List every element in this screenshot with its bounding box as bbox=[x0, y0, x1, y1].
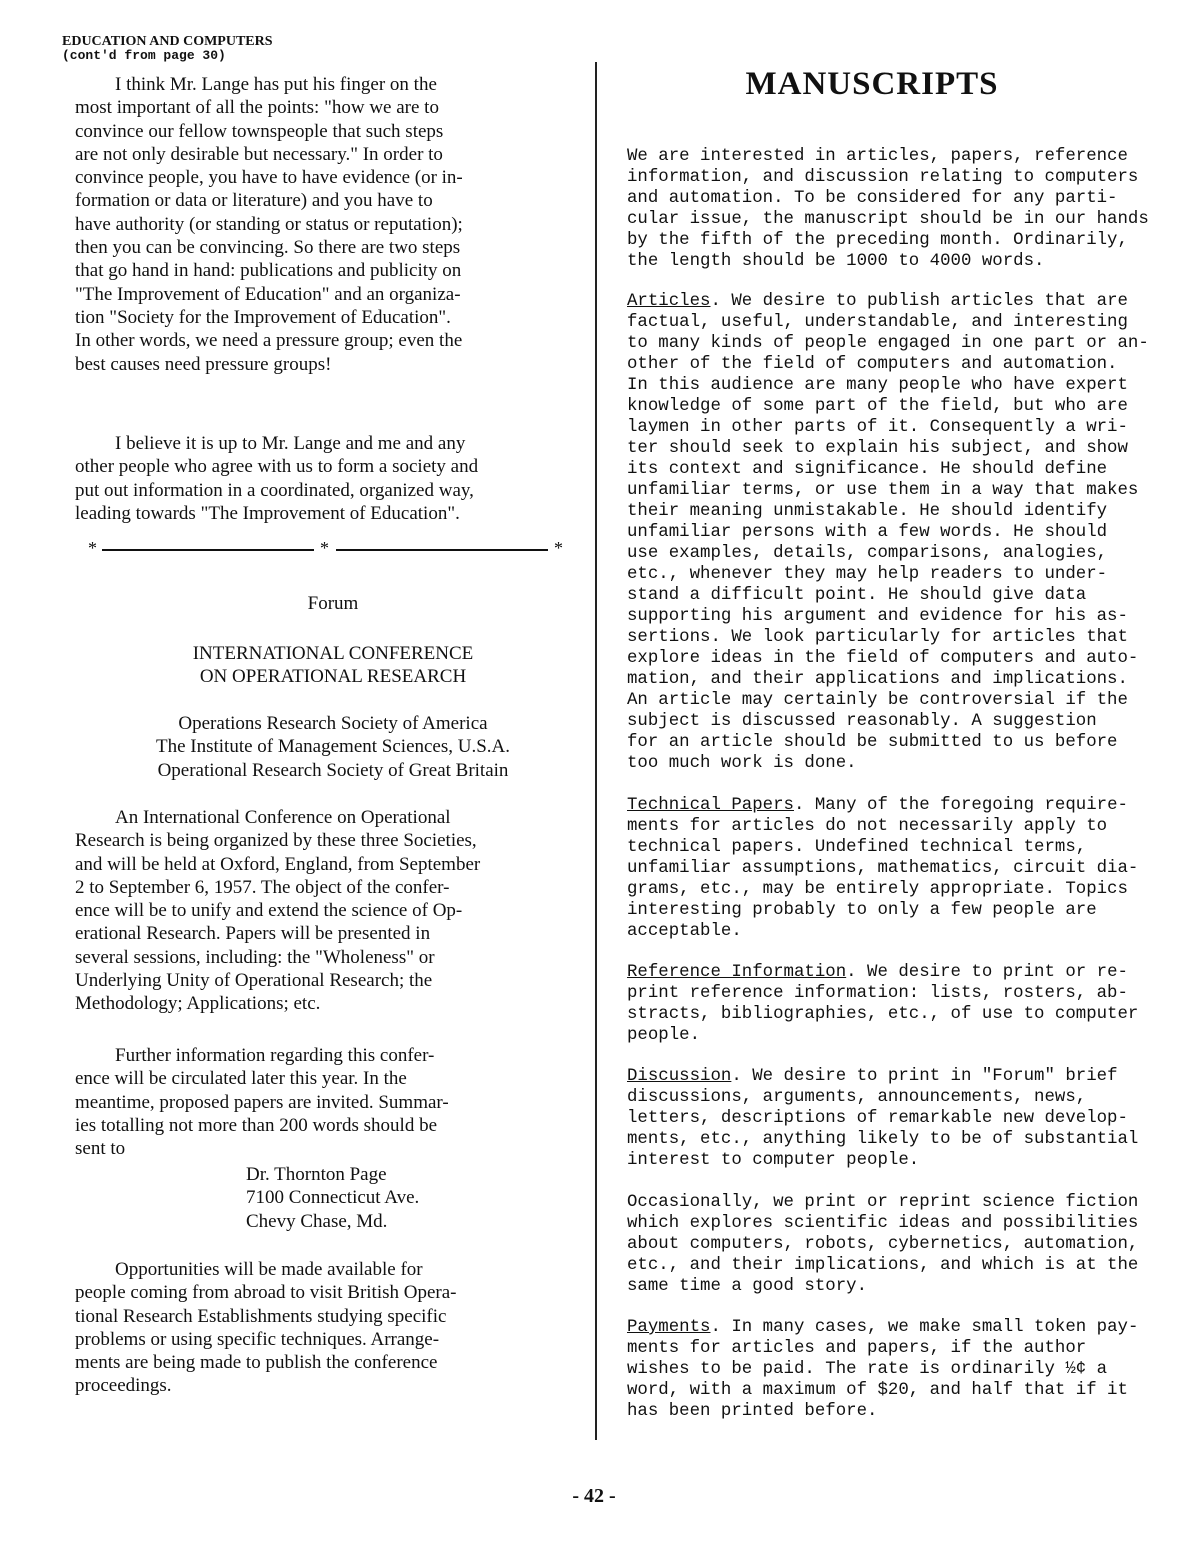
text-line: problems or using specific techniques. Arrange- bbox=[75, 1328, 440, 1350]
column-rule bbox=[595, 62, 597, 1440]
text-line: have authority (or standing or status or reputation); bbox=[75, 213, 463, 235]
page-number: - 42 - bbox=[572, 1485, 616, 1507]
text-line: ter should seek to explain his subject, and show bbox=[627, 439, 1128, 458]
forum-label: Forum bbox=[307, 593, 359, 614]
text-line bbox=[627, 962, 1138, 983]
text-line: The Institute of Management Sciences, U.S.A. bbox=[155, 736, 511, 758]
text-line: laymen in other parts of it. Consequently a wri- bbox=[627, 418, 1128, 437]
text-line: people. bbox=[627, 1026, 701, 1045]
text-line: ence will be to unify and extend the science of Op- bbox=[75, 900, 463, 922]
text-line: then you can be convincing. So there are two steps bbox=[75, 237, 461, 259]
text-line: the length should be 1000 to 4000 words. bbox=[627, 252, 1045, 271]
text-line bbox=[627, 291, 1149, 312]
text-line: Methodology; Applications; etc. bbox=[75, 993, 321, 1015]
text-line: ments for articles and papers, if the author bbox=[627, 1339, 1087, 1358]
text-line: convince our fellow townspeople that such steps bbox=[75, 120, 444, 142]
text-line: ments, etc., anything likely to be of substantial bbox=[627, 1130, 1139, 1149]
text-line: sertions. We look particularly for articles that bbox=[627, 628, 1128, 647]
paragraph-society bbox=[75, 432, 478, 525]
text-line: knowledge of some part of the field, but who are bbox=[627, 397, 1128, 416]
section-title: EDUCATION AND COMPUTERS bbox=[62, 34, 273, 49]
text-line: 7100 Connecticut Ave. bbox=[246, 1187, 420, 1209]
manuscript-paragraph bbox=[627, 1066, 1138, 1171]
text-line: Underlying Unity of Operational Research; the bbox=[75, 970, 433, 992]
text-line: stand a difficult point. He should give data bbox=[627, 586, 1087, 605]
text-line bbox=[627, 1066, 1138, 1087]
text-line: and automation. To be considered for any parti- bbox=[627, 189, 1118, 208]
manuscript-paragraph bbox=[627, 1317, 1138, 1422]
text-line: print reference information: lists, rosters, ab- bbox=[627, 984, 1128, 1003]
text-line: etc., whenever they may help readers to under- bbox=[627, 565, 1108, 584]
text-line: people coming from abroad to visit British Opera- bbox=[75, 1282, 457, 1304]
text-line: I think Mr. Lange has put his finger on the bbox=[115, 74, 437, 95]
text-line: too much work is done. bbox=[627, 754, 857, 773]
text-line: formation or data or literature) and you have to bbox=[75, 190, 433, 212]
manuscript-paragraph bbox=[627, 146, 1149, 272]
text-line: unfamiliar persons with a few words. He should bbox=[627, 523, 1108, 542]
manuscripts-title: MANUSCRIPTS bbox=[745, 66, 999, 102]
line-text: . In many cases, we make small token pay- bbox=[710, 1318, 1139, 1337]
text-line: cular issue, the manuscript should be in our hands bbox=[627, 210, 1149, 229]
section-divider bbox=[88, 538, 566, 560]
text-line: its context and significance. He should define bbox=[627, 460, 1108, 479]
text-line: supporting his argument and evidence for his as- bbox=[627, 607, 1128, 626]
paragraph-lead: Discussion bbox=[627, 1067, 732, 1086]
text-line: Dr. Thornton Page bbox=[246, 1164, 387, 1185]
continued-note: (cont'd from page 30) bbox=[62, 48, 226, 63]
paragraph-conference bbox=[75, 806, 480, 1016]
text-line: leading towards "The Improvement of Education". bbox=[75, 502, 460, 524]
text-line: which explores scientific ideas and possibilities bbox=[627, 1214, 1139, 1233]
text-line: grams, etc., may be entirely appropriate. Topics bbox=[627, 880, 1128, 899]
line-text: . We desire to print or re- bbox=[846, 963, 1128, 982]
text-line: tion "Society for the Improvement of Education". bbox=[75, 306, 451, 328]
text-line: for an article should be submitted to us before bbox=[627, 733, 1118, 752]
text-line bbox=[627, 795, 1138, 816]
text-line: convince people, you have to have evidence (or in- bbox=[75, 167, 463, 189]
text-line: I believe it is up to Mr. Lange and me and any bbox=[115, 433, 466, 454]
text-line: ments are being made to publish the conference bbox=[75, 1352, 438, 1374]
text-line: use examples, details, comparisons, analogies, bbox=[627, 544, 1108, 563]
text-line: Further information regarding this confer- bbox=[115, 1045, 435, 1066]
text-line: ence will be circulated later this year. In the bbox=[75, 1068, 407, 1090]
text-line: most important of all the points: "how we are to bbox=[75, 97, 439, 119]
divider-star: * bbox=[554, 538, 563, 558]
text-line: In this audience are many people who have expert bbox=[627, 376, 1128, 395]
running-header bbox=[62, 35, 273, 63]
text-line: same time a good story. bbox=[627, 1277, 868, 1296]
paragraph-lead: Reference Information bbox=[627, 963, 847, 982]
text-line: stracts, bibliographies, etc., of use to computer bbox=[627, 1005, 1139, 1024]
paragraph-lead: Articles bbox=[627, 292, 711, 311]
text-line: "The Improvement of Education" and an organiza- bbox=[75, 283, 461, 305]
text-line: their meaning unmistakable. He should identify bbox=[627, 502, 1108, 521]
paragraph-further-info bbox=[75, 1044, 449, 1160]
text-line: unfamiliar terms, or use them in a way that makes bbox=[627, 481, 1139, 500]
text-line: Opportunities will be made available for bbox=[115, 1259, 423, 1280]
text-line: 2 to September 6, 1957. The object of the confer- bbox=[75, 876, 450, 898]
text-line: INTERNATIONAL CONFERENCE bbox=[192, 643, 474, 664]
text-line: unfamiliar assumptions, mathematics, circuit dia- bbox=[627, 859, 1139, 878]
text-line: and will be held at Oxford, England, from September bbox=[75, 853, 481, 875]
manuscript-paragraph bbox=[627, 962, 1138, 1046]
text-line: We are interested in articles, papers, reference bbox=[627, 147, 1128, 166]
text-line: etc., and their implications, and which is at the bbox=[627, 1256, 1139, 1275]
text-line: several sessions, including: the "Wholeness" or bbox=[75, 946, 435, 968]
line-text: . We desire to publish articles that are bbox=[710, 292, 1128, 311]
text-line: tional Research Establishments studying specific bbox=[75, 1305, 447, 1327]
text-line: mation, and their applications and implications. bbox=[627, 670, 1128, 689]
manuscript-paragraph bbox=[627, 291, 1149, 774]
manuscript-paragraph bbox=[627, 1192, 1138, 1297]
line-text: . We desire to print in "Forum" brief bbox=[731, 1067, 1118, 1086]
text-line: erational Research. Papers will be presented in bbox=[75, 923, 431, 945]
text-line: are not only desirable but necessary." In order to bbox=[75, 143, 443, 165]
text-line: word, with a maximum of $20, and half that if it bbox=[627, 1381, 1128, 1400]
text-line: by the fifth of the preceding month. Ordinarily, bbox=[627, 231, 1128, 250]
divider-star: * bbox=[320, 538, 329, 558]
text-line: has been printed before. bbox=[627, 1402, 878, 1421]
text-line: sent to bbox=[75, 1138, 126, 1160]
manuscript-paragraph bbox=[627, 795, 1138, 942]
conference-title bbox=[75, 640, 591, 687]
line-text: . Many of the foregoing require- bbox=[793, 796, 1128, 815]
text-line: Operational Research Society of Great Britain bbox=[157, 759, 509, 781]
text-line: Operations Research Society of America bbox=[178, 713, 488, 734]
text-line: discussions, arguments, announcements, news, bbox=[627, 1088, 1087, 1107]
text-line: An article may certainly be controversial if the bbox=[627, 691, 1128, 710]
text-line: to many kinds of people engaged in one part or an- bbox=[627, 334, 1149, 353]
text-line: information, and discussion relating to computers bbox=[627, 168, 1139, 187]
text-line: interesting probably to only a few people are bbox=[627, 901, 1097, 920]
text-line: Research is being organized by these three Societies, bbox=[75, 830, 477, 852]
text-line: Chevy Chase, Md. bbox=[246, 1210, 388, 1232]
text-line: other of the field of computers and automation. bbox=[627, 355, 1118, 374]
paragraph-opportunities bbox=[75, 1258, 457, 1398]
paragraph-lead: Payments bbox=[627, 1318, 711, 1337]
text-line: acceptable. bbox=[627, 922, 742, 941]
paragraph-pressure-group bbox=[75, 73, 463, 376]
text-line: put out information in a coordinated, organized way, bbox=[75, 479, 474, 501]
text-line: explore ideas in the field of computers and auto- bbox=[627, 649, 1139, 668]
text-line: Occasionally, we print or reprint science fiction bbox=[627, 1193, 1139, 1212]
paragraph-lead: Technical Papers bbox=[627, 796, 794, 815]
divider-star: * bbox=[88, 538, 97, 558]
societies-list bbox=[75, 712, 591, 782]
text-line: best causes need pressure groups! bbox=[75, 353, 332, 375]
text-line: subject is discussed reasonably. A suggestion bbox=[627, 712, 1097, 731]
text-line: about computers, robots, cybernetics, automation, bbox=[627, 1235, 1139, 1254]
text-line: technical papers. Undefined technical terms, bbox=[627, 838, 1087, 857]
text-line bbox=[627, 1317, 1138, 1338]
text-line: letters, descriptions of remarkable new develop- bbox=[627, 1109, 1128, 1128]
text-line: ON OPERATIONAL RESEARCH bbox=[199, 666, 467, 688]
text-line: An International Conference on Operational bbox=[115, 807, 451, 828]
text-line: meantime, proposed papers are invited. Summar- bbox=[75, 1091, 449, 1113]
text-line: proceedings. bbox=[75, 1375, 172, 1397]
text-line: ies totalling not more than 200 words should be bbox=[75, 1114, 438, 1136]
text-line: factual, useful, understandable, and interesting bbox=[627, 313, 1128, 332]
address-block bbox=[246, 1163, 419, 1233]
text-line: interest to computer people. bbox=[627, 1151, 920, 1170]
text-line: that go hand in hand: publications and publicity on bbox=[75, 260, 462, 282]
text-line: In other words, we need a pressure group; even the bbox=[75, 330, 463, 352]
text-line: ments for articles do not necessarily apply to bbox=[627, 817, 1108, 836]
text-line: wishes to be paid. The rate is ordinarily ½¢ a bbox=[627, 1360, 1108, 1379]
text-line: other people who agree with us to form a society and bbox=[75, 456, 479, 478]
